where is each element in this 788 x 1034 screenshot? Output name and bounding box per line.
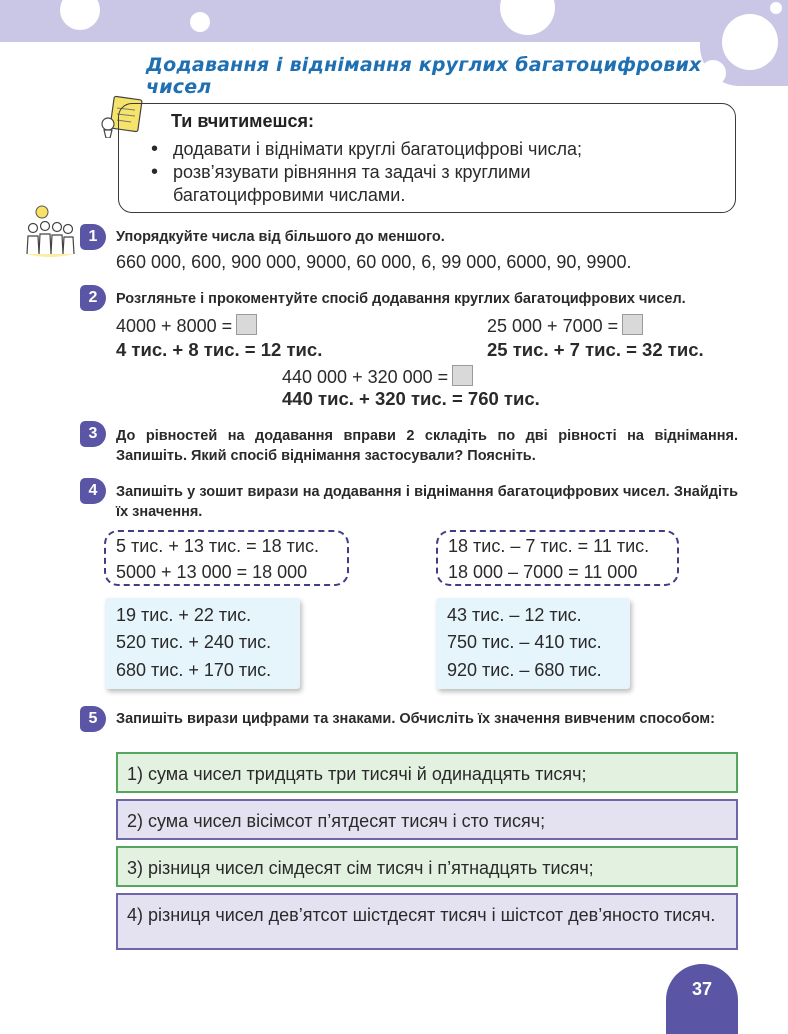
task-number-badge: 3	[80, 421, 106, 447]
task-instruction: Упорядкуйте числа від більшого до меншого.	[116, 229, 445, 245]
exercise-expression: 19 тис. + 22 тис.	[116, 605, 252, 625]
example-line: 18 тис. – 7 тис. = 11 тис.	[448, 536, 650, 556]
list-item: • додавати і віднімати круглі багатоцифрові числа;	[151, 138, 593, 161]
task-instruction: Запишіть вирази цифрами та знаками. Обчисліть їх значення вивченим способом:	[116, 711, 715, 727]
exercise-expression: 750 тис. – 410 тис.	[447, 632, 602, 652]
solution-line: 4 тис. + 8 тис. = 12 тис.	[116, 339, 323, 360]
expression-text: 4000 + 8000 =	[116, 316, 233, 336]
number-sequence: 660 000, 600, 900 000, 9000, 60 000, 6, 99 000, 6000, 90, 9900.	[116, 252, 632, 272]
expression	[116, 314, 257, 337]
task-number-badge: 5	[80, 706, 106, 732]
option-1: 1) сума чисел тридцять три тисячі й одинадцять тисяч;	[116, 752, 738, 793]
expression	[282, 365, 473, 388]
solution-line: 25 тис. + 7 тис. = 32 тис.	[487, 339, 704, 360]
exercise-expression: 43 тис. – 12 тис.	[447, 605, 582, 625]
decor-bubble	[190, 12, 210, 32]
expression-text: 440 000 + 320 000 =	[282, 367, 449, 387]
answer-box[interactable]	[452, 365, 473, 386]
task-number-badge: 4	[80, 478, 106, 504]
task-instruction: Розгляньте і прокоментуйте спосіб додавання круглих багатоцифрових чисел.	[116, 291, 686, 307]
learning-goals-heading: Ти вчитимешся:	[171, 111, 314, 131]
example-line: 5000 + 13 000 = 18 000	[116, 562, 308, 582]
example-line: 18 000 – 7000 = 11 000	[448, 562, 638, 582]
option-2: 2) сума чисел вісімсот п’ятдесят тисяч і сто тисяч;	[116, 799, 738, 840]
solution-line: 440 тис. + 320 тис. = 760 тис.	[282, 388, 540, 409]
task-number-badge: 2	[80, 285, 106, 311]
learning-goals-list	[151, 138, 593, 207]
expression-text: 25 000 + 7000 =	[487, 316, 619, 336]
expression	[487, 314, 643, 337]
exercise-expression: 680 тис. + 170 тис.	[116, 660, 272, 680]
page-number: 37	[666, 964, 738, 1034]
decor-bubble	[770, 2, 782, 14]
exercise-expression: 920 тис. – 680 тис.	[447, 660, 602, 680]
header-band	[0, 0, 788, 42]
group-work-icon	[24, 204, 76, 258]
example-line: 5 тис. + 13 тис. = 18 тис.	[116, 536, 319, 556]
learning-goals-box	[118, 103, 736, 213]
page-title: Додавання і віднімання круглих багатоцифрових чисел	[146, 54, 702, 98]
task-number-badge: 1	[80, 224, 106, 250]
task-instruction: До рівностей на додавання вправи 2 складіть по дві рівності на віднімання. Запишіть. Який спосіб віднімання застосували? Поясніть.	[116, 428, 738, 464]
decor-bubble	[722, 14, 778, 70]
answer-box[interactable]	[236, 314, 257, 335]
exercise-expression: 520 тис. + 240 тис.	[116, 632, 272, 652]
list-item: • розв’язувати рівняння та задачі з круглими багатоцифровими числами.	[151, 161, 593, 207]
task-instruction: Запишіть у зошит вирази на додавання і віднімання багатоцифрових чисел. Знайдіть їх значення.	[116, 484, 738, 520]
option-3: 3) різниця чисел сімдесят сім тисяч і п’ятнадцять тисяч;	[116, 846, 738, 887]
option-4: 4) різниця чисел дев’ятсот шістдесят тисяч і шістсот дев’яносто тисяч.	[116, 893, 738, 950]
answer-box[interactable]	[622, 314, 643, 335]
